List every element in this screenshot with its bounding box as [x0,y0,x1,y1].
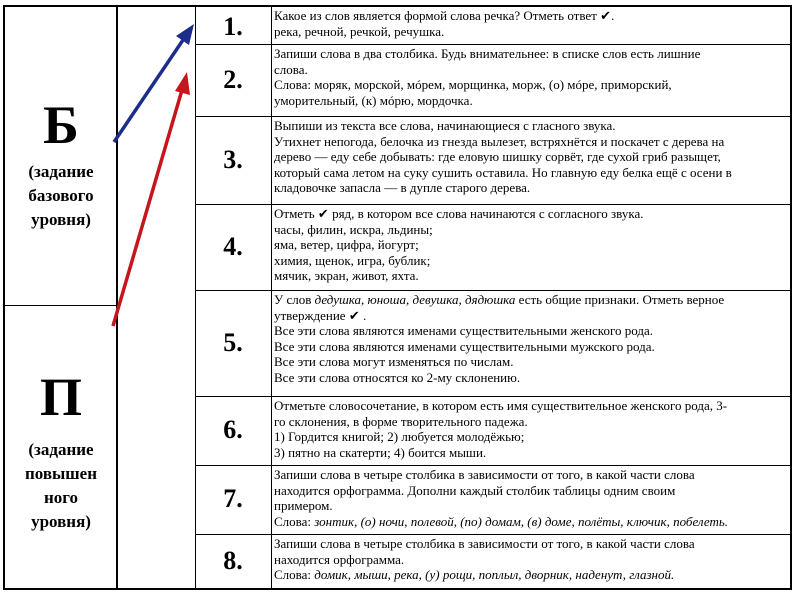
task-text-line [274,483,788,499]
text-segment: дерево — еду себе добывать: где еловую шишку сорвёт, где сухой гриб разыщет, [274,149,721,164]
task-text-line [274,323,788,339]
text-segment: кладовочке запасла — в дупле старого дерева. [274,180,531,195]
task-text-line [274,180,788,196]
text-segment: Все эти слова относятся ко 2-му склонению. [274,369,521,385]
task-text-line [274,292,788,308]
text-segment: уморительный, (к) мóрю, мордочка. [274,92,473,108]
text-segment: Слова: [274,513,315,529]
task-text-5 [274,292,788,396]
text-segment: го склонения, в форме творительного падежа. [274,413,528,429]
text-segment: Слова: моряк, морской, мóрем, морщинка, морж, (о) мóре, приморский, [274,77,672,92]
text-segment: часы, филин, искра, льдины; [274,221,433,237]
text-segment: химия, щенок, игра, бублик; [274,252,431,268]
text-segment: утверждение ✔ . [274,307,367,323]
level-advanced-description: (задание повышен ного уровня) [24,440,98,531]
task-text-line [274,8,788,24]
task-text-1 [274,8,788,44]
task-text-3 [274,118,788,204]
task-text-line [274,77,788,93]
task-text-line [274,354,788,370]
text-segment: Утихнет непогода, белочка из гнезда вылезет, встряхнётся и поскачет с дерева на [274,133,725,149]
task-number-3: 3. [223,145,243,174]
text-segment: Запиши слова в два столбика. Будь внимательнее: в списке слов есть лишние [274,46,701,61]
task-text-line [274,536,788,552]
task-text-4 [274,206,788,290]
text-segment: Какое из слов является формой слова речка? Отметь ответ ✔. [274,8,615,23]
text-segment: Запиши слова в четыре столбика в зависимости от того, в какой части слова [274,467,695,482]
level-advanced-letter: П [39,367,82,427]
task-text-line [274,514,788,530]
task-text-6 [274,398,788,465]
task-text-line [274,552,788,568]
task-text-line [274,149,788,165]
red-arrowhead [175,72,190,95]
level-basic-letter: Б [43,95,79,155]
task-text-line [274,467,788,483]
task-text-line [274,339,788,355]
task-text-line [274,222,788,238]
task-number-6: 6. [223,415,243,444]
text-segment: Все эти слова являются именами существительными мужского рода. [274,338,655,354]
task-text-line [274,370,788,386]
text-segment: есть общие признаки. Отметь верное [515,292,725,307]
task-text-8 [274,536,788,588]
task-text-line [274,567,788,583]
text-segment: 3) пятно на скатерти; 4) боится мыши. [274,444,487,460]
italic-words: зонтик, (о) ночи, полевой, (по) домам, (в) доме, полёты, ключик, побелеть. [314,513,729,529]
text-segment: Отметь ✔ ряд, в котором все слова начинаются с согласного звука. [274,206,644,221]
task-text-2 [274,46,788,116]
task-text-line [274,62,788,78]
task-text-line [274,429,788,445]
text-segment: который сама летом на суку сушить оставила. Но главную еду белка ещё с осени в [274,164,732,180]
text-segment: Слова: [274,567,315,582]
task-text-line [274,498,788,514]
blue-arrowhead [176,24,194,45]
task-text-line [274,268,788,284]
text-segment: Все эти слова могут изменяться по числам. [274,354,514,369]
task-number-8: 8. [223,546,243,575]
task-text-line [274,134,788,150]
task-text-line [274,253,788,269]
task-text-line [274,24,788,40]
task-text-line [274,46,788,62]
text-segment: 1) Гордится книгой; 2) любуется молодёжью; [274,429,525,444]
text-segment: мячик, экран, живот, яхта. [274,268,419,283]
text-segment: Отметьте словосочетание, в котором есть имя существительное женского рода, 3- [274,398,728,413]
text-segment: яма, ветер, цифра, йогурт; [274,237,419,252]
task-text-line [274,398,788,414]
text-segment: Выпиши из текста все слова, начинающиеся с гласного звука. [274,118,616,133]
task-text-line [274,206,788,222]
task-number-7: 7. [223,484,243,513]
task-text-line [274,118,788,134]
task-text-7 [274,467,788,534]
text-segment: У слов [274,292,315,307]
task-text-line [274,237,788,253]
task-text-line [274,308,788,324]
text-segment: Запиши слова в четыре столбика в зависимости от того, в какой части слова [274,536,695,551]
task-text-line [274,93,788,109]
task-text-line [274,414,788,430]
level-basic-description: (задание базового уровня) [28,162,94,229]
text-segment: находится орфограмма. Дополни каждый столбик таблицы одним своим [274,482,676,498]
task-text-line [274,445,788,461]
task-number-5: 5. [223,328,243,357]
italic-words: домик, мыши, река, (у) рощи, поплыл, дворник, наденут, глазной. [314,567,675,582]
text-segment: находится орфограмма. [274,551,405,567]
text-segment: примером. [274,498,333,513]
task-text-line [274,165,788,181]
text-segment: слова. [274,61,308,77]
task-number-2: 2. [223,65,243,94]
text-segment: река, речной, речкой, речушка. [274,23,445,39]
text-segment: Все эти слова являются именами существительными женского рода. [274,323,653,338]
task-number-1: 1. [223,12,243,41]
italic-words: дедушка, юноша, девушка, дядюшка [314,292,516,307]
task-number-4: 4. [223,232,243,261]
